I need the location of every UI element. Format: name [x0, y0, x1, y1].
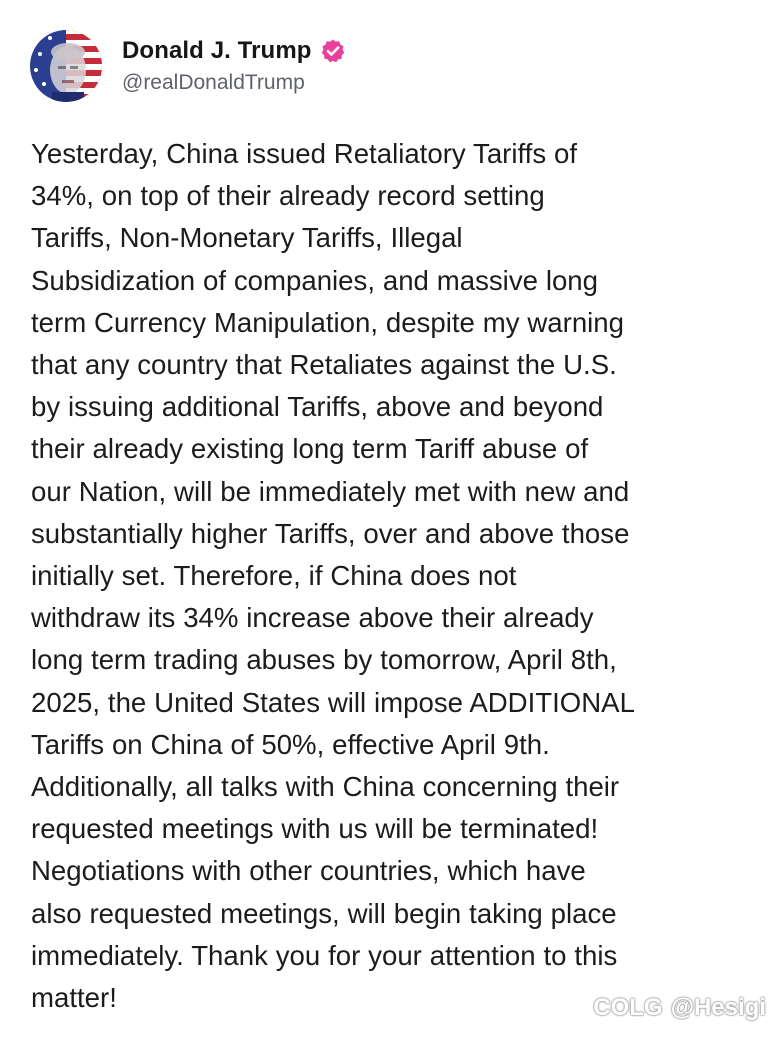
verified-badge-icon — [320, 38, 346, 64]
watermark — [593, 994, 766, 1022]
avatar-image — [30, 30, 102, 102]
watermark-user: @Hesigi — [670, 994, 766, 1021]
avatar[interactable] — [30, 30, 102, 102]
watermark-brand: COLG — [593, 994, 663, 1021]
post-body-text: Yesterday, China issued Retaliatory Tariffs of 34%, on top of their already record setting Tariffs, Non-Monetary Tariffs, Illegal Subsidization of companies, and massive long term Currency Manipulation, despite my warning that any country that Retaliates against the U.S. by issuing additional Tariffs, above and beyond their already existing long term Tariff abuse of our Nation, will be immediately met with new and substantially higher Tariffs, over and above those initially set. Therefore, if China does not withdraw its 34% increase above their already long term trading abuses by tomorrow, April 8th, 2025, the United States will impose ADDITIONAL Tariffs on China of 50%, effective April 9th. Additionally, all talks with China concerning their requested meetings with us will be terminated! Negotiations with other countries, which have also requested meetings, will begin taking place immediately. Thank you for your attention to this matter! — [31, 138, 635, 1014]
author-block — [122, 37, 346, 95]
author-handle[interactable]: @realDonaldTrump — [122, 71, 305, 94]
author-display-name[interactable]: Donald J. Trump — [122, 37, 312, 64]
author-name-row — [122, 37, 346, 65]
post-header — [30, 26, 346, 106]
